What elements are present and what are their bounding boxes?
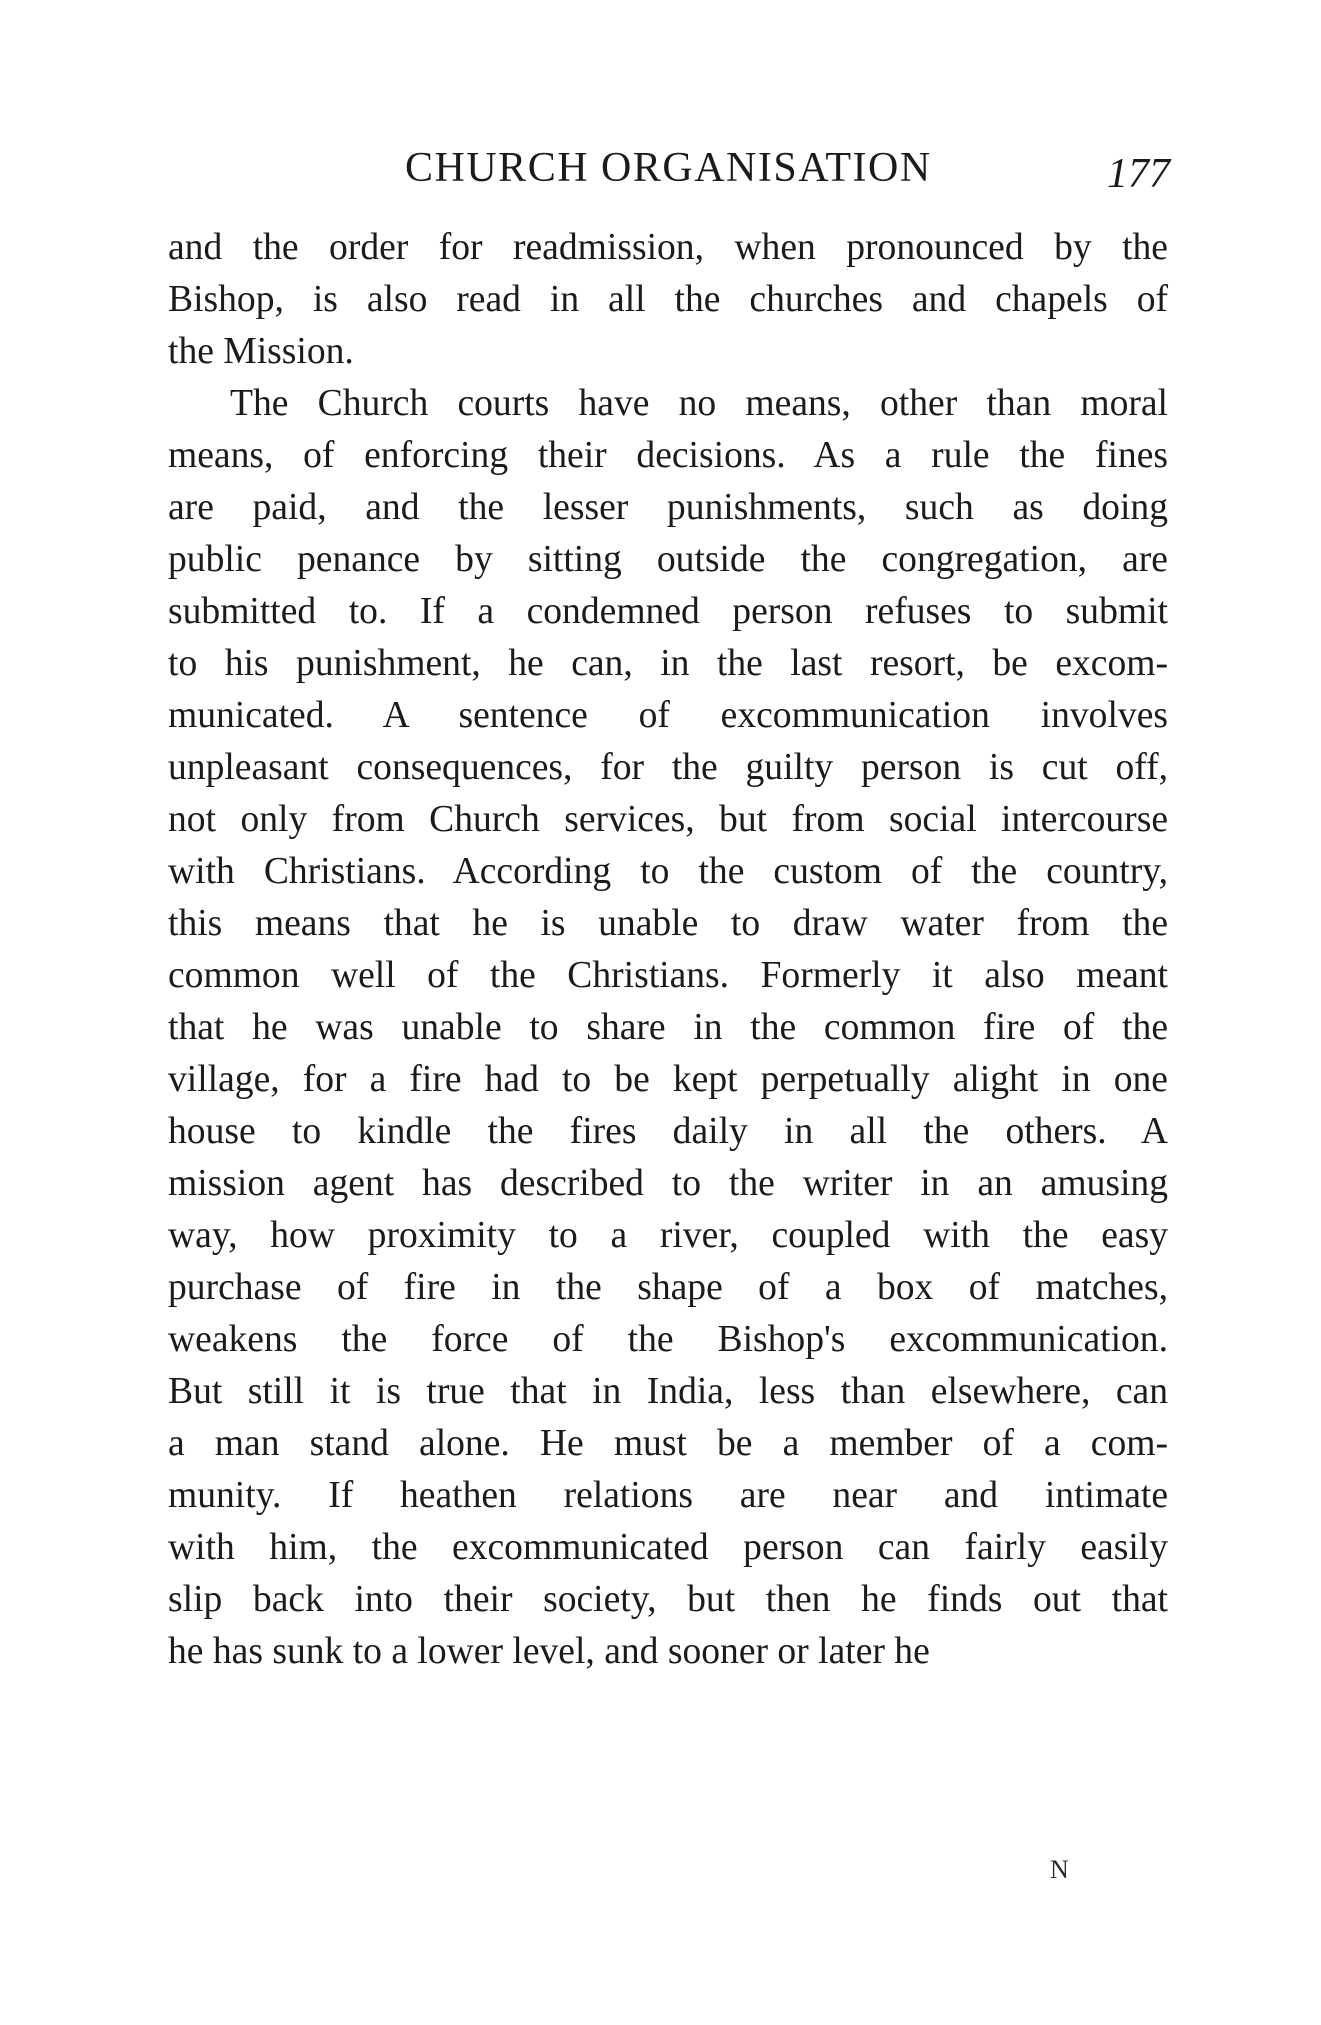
running-head: [170, 138, 1170, 198]
text-line: unpleasant consequences, for the guilty person is cut off,: [168, 747, 1168, 788]
text-line: Bishop, is also read in all the churches and chapels of: [168, 279, 1168, 320]
text-line: municated. A sentence of excommunication involves: [168, 695, 1168, 736]
text-line: are paid, and the lesser punishments, such as doing: [168, 487, 1168, 528]
text-line: with him, the excommunicated person can fairly easily: [168, 1527, 1168, 1568]
body-text: [168, 222, 1168, 1678]
text-line: public penance by sitting outside the congregation, are: [168, 539, 1168, 580]
text-line: way, how proximity to a river, coupled with the easy: [168, 1215, 1168, 1256]
running-title: CHURCH ORGANISATION: [405, 145, 932, 191]
text-line: a man stand alone. He must be a member of a com-: [168, 1423, 1168, 1464]
text-line: purchase of fire in the shape of a box of matches,: [168, 1267, 1168, 1308]
page-number: 177: [1107, 151, 1170, 197]
text-line: submitted to. If a condemned person refuses to submit: [168, 591, 1168, 632]
text-line: the Mission.: [168, 331, 354, 372]
text-line: he has sunk to a lower level, and sooner or later he: [168, 1631, 930, 1672]
text-line: mission agent has described to the writer in an amusing: [168, 1163, 1168, 1204]
text-line: The Church courts have no means, other than moral: [230, 383, 1168, 424]
text-line: But still it is true that in India, less than elsewhere, can: [168, 1371, 1168, 1412]
text-line: house to kindle the fires daily in all the others. A: [168, 1111, 1168, 1152]
text-line: slip back into their society, but then he finds out that: [168, 1579, 1168, 1620]
text-line: weakens the force of the Bishop's excommunication.: [168, 1319, 1168, 1360]
text-line: munity. If heathen relations are near and intimate: [168, 1475, 1168, 1516]
text-line: that he was unable to share in the common fire of the: [168, 1007, 1168, 1048]
text-line: not only from Church services, but from social intercourse: [168, 799, 1168, 840]
text-line: and the order for readmission, when pronounced by the: [168, 227, 1168, 268]
text-line: means, of enforcing their decisions. As a rule the fines: [168, 435, 1168, 476]
text-line: common well of the Christians. Formerly it also meant: [168, 955, 1168, 996]
text-line: with Christians. According to the custom of the country,: [168, 851, 1168, 892]
text-line: village, for a fire had to be kept perpetually alight in one: [168, 1059, 1168, 1100]
text-line: this means that he is unable to draw water from the: [168, 903, 1168, 944]
printer-signature-mark: N: [1050, 1855, 1069, 1884]
text-line: to his punishment, he can, in the last resort, be excom-: [168, 643, 1168, 684]
